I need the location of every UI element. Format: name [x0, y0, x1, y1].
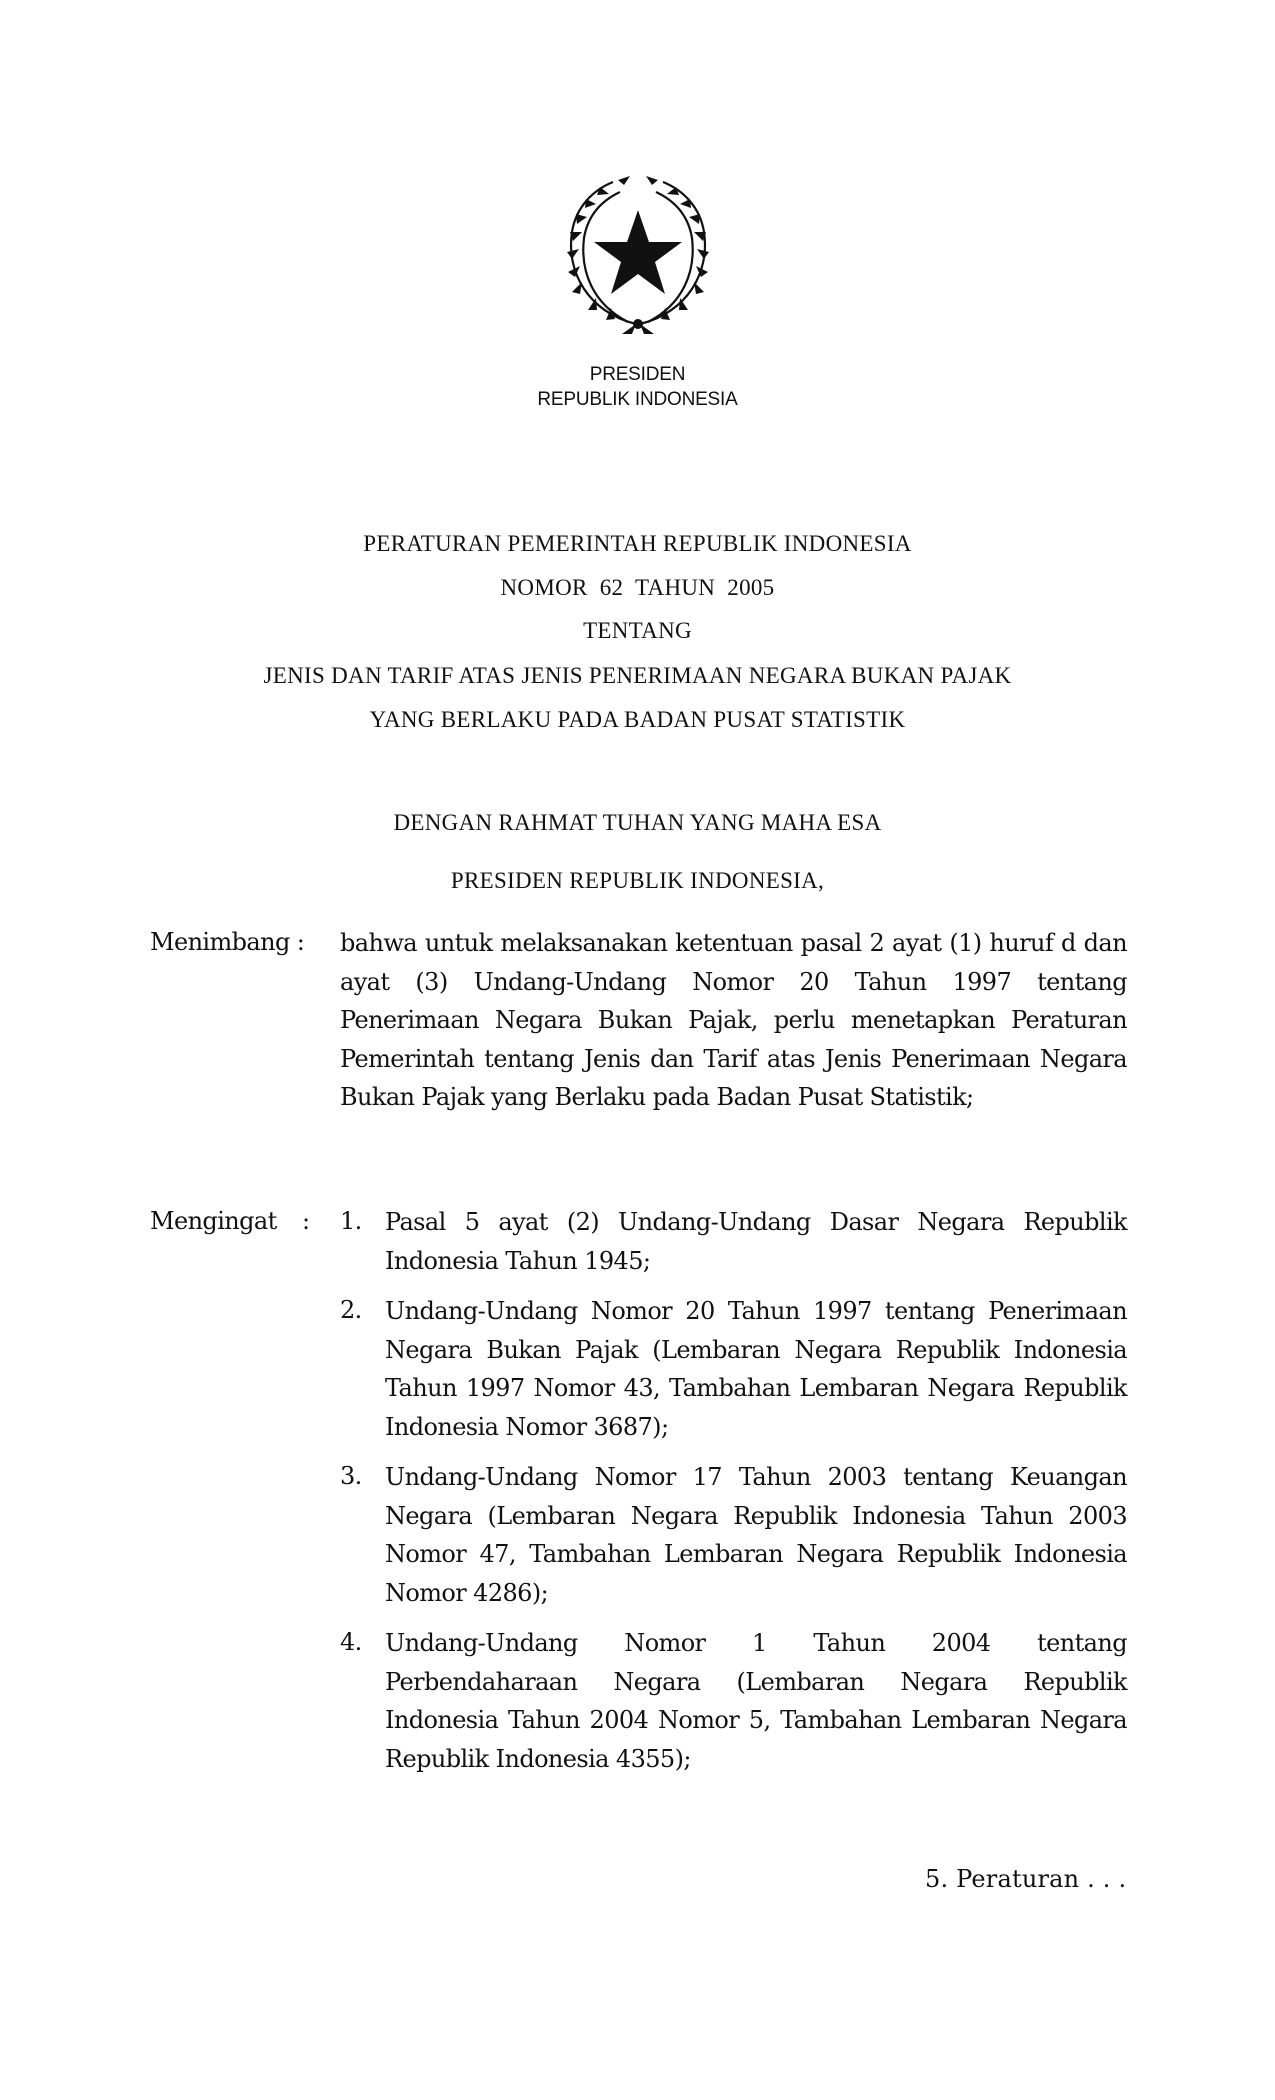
title-line-1: PERATURAN PEMERINTAH REPUBLIK INDONESIA [363, 531, 912, 556]
list-item-number: 4. [340, 1628, 362, 1656]
menimbang-text: bahwa untuk melaksanakan ketentuan pasal 2 ayat (1) huruf d dan ayat (3) Undang-Undang Nomor 20 Tahun 1997 tentang Penerimaan Negara Bukan Pajak, perlu menetapkan Peraturan Pemerintah tentang Jenis dan Tarif atas Jenis Penerimaan Negara Bukan Pajak yang Berlaku pada Badan Pusat Statistik; [340, 929, 1127, 1111]
preamble-line-2: PRESIDEN REPUBLIK INDONESIA, [450, 868, 825, 893]
header-presiden: PRESIDEN [589, 364, 686, 385]
page-continuation: 5. Peraturan . . . [925, 1865, 1127, 1893]
list-item: Undang-Undang Nomor 17 Tahun 2003 tentang Keuangan Negara (Lembaran Negara Republik Indonesia Tahun 2003 Nomor 47, Tambahan Lembaran Negara Republik Indonesia Nomor 4286); [385, 1463, 1127, 1607]
list-item-number: 3. [340, 1462, 362, 1490]
list-item: Undang-Undang Nomor 20 Tahun 1997 tentang Penerimaan Negara Bukan Pajak (Lembaran Negara Republik Indonesia Tahun 1997 Nomor 43, Tambahan Lembaran Negara Republik Indonesia Nomor 3687); [385, 1297, 1127, 1441]
mengingat-label: Mengingat [150, 1207, 277, 1235]
list-item-number: 1. [340, 1207, 362, 1235]
mengingat-colon: : [302, 1207, 310, 1235]
title-line-3: TENTANG [583, 618, 692, 643]
title-line-5: YANG BERLAKU PADA BADAN PUSAT STATISTIK [369, 707, 906, 732]
list-item: Undang-Undang Nomor 1 Tahun 2004 tentang Perbendaharaan Negara (Lembaran Negara Republik Indonesia Tahun 2004 Nomor 5, Tambahan Lembaran Negara Republik Indonesia 4355); [385, 1629, 1127, 1773]
menimbang-label: Menimbang : [150, 928, 305, 956]
header-republik-indonesia: REPUBLIK INDONESIA [537, 389, 738, 410]
title-line-4: JENIS DAN TARIF ATAS JENIS PENERIMAAN NEGARA BUKAN PAJAK [263, 663, 1012, 688]
list-item: Pasal 5 ayat (2) Undang-Undang Dasar Negara Republik Indonesia Tahun 1945; [385, 1208, 1127, 1275]
title-line-2: NOMOR 62 TAHUN 2005 [500, 575, 775, 600]
preamble-line-1: DENGAN RAHMAT TUHAN YANG MAHA ESA [393, 810, 882, 835]
list-item-number: 2. [340, 1296, 362, 1324]
presidential-emblem-icon [558, 172, 718, 337]
